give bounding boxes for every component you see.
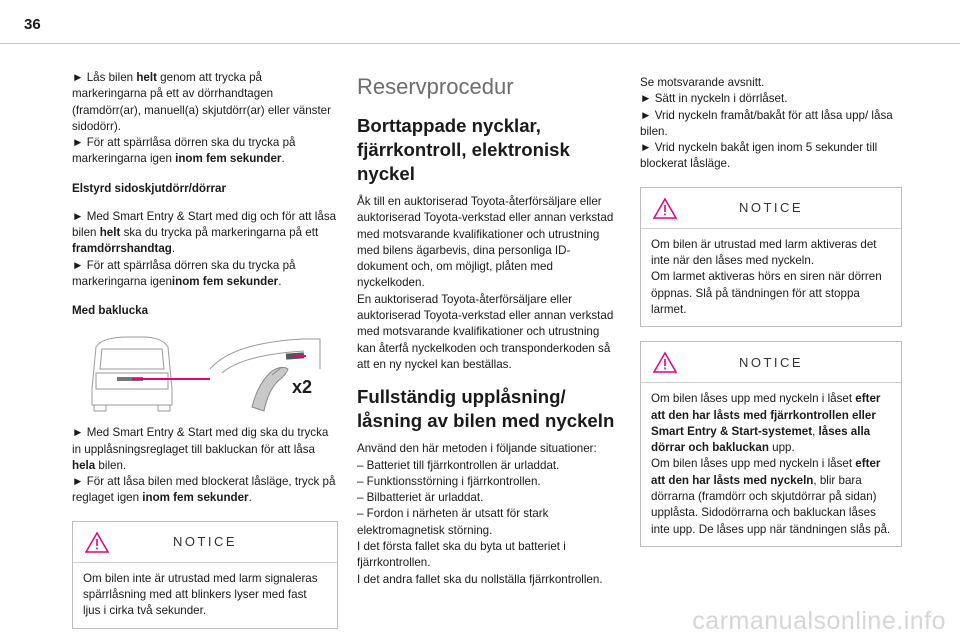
list-item: – Funktionsstörning i fjärrkontrollen. xyxy=(357,474,541,488)
list-item: – Batteriet till fjärrkontrollen är urladdat. xyxy=(357,458,560,472)
notice-text: Om bilen låses upp med nyckeln i låset efter att den har låsts med nyckeln, blir bara dörrarna (framdörr och skjutdörrar på sidan) upplåsta. Sidodörrarna och bakluckan låses inte upp. De låses upp när tändningen slås på. xyxy=(651,457,891,536)
notice-text: Om bilen låses upp med nyckeln i låset efter att den har låsts med fjärrkontrollen eller Smart Entry & Start-systemet, låses alla dörrar och bakluckan upp. xyxy=(651,392,881,455)
paragraph: ► För att spärrlåsa dörren ska du trycka på markeringarna igeninom fem sekunder. xyxy=(72,258,296,288)
page-number: 36 xyxy=(24,16,41,33)
notice-box xyxy=(640,341,902,547)
notice-text: Om larmet aktiveras hörs en siren när dörren öppnas. Slå på tändningen för att stoppa larmet. xyxy=(651,270,882,316)
paragraph: ► Sätt in nyckeln i dörrlåset. xyxy=(640,92,788,106)
subheading-tailgate: Med baklucka xyxy=(72,304,149,318)
paragraph: ► Vrid nyckeln framåt/bakåt för att låsa upp/ låsa bilen. xyxy=(640,108,893,138)
notice-title: NOTICE xyxy=(738,354,804,370)
warning-triangle-icon xyxy=(653,197,677,219)
watermark: carmanualsonline.info xyxy=(692,607,946,635)
tailgate-illustration xyxy=(72,329,338,415)
paragraph: ► Med Smart Entry & Start med dig och för att låsa bilen helt ska du trycka på markeringarna på ett framdörrshandtag. xyxy=(72,209,337,256)
column-1 xyxy=(72,70,338,629)
paragraph: ► För att spärrlåsa dörren ska du trycka på markeringarna igen inom fem sekunder. xyxy=(72,136,296,166)
paragraph: I det första fallet ska du byta ut batteriet i fjärrkontrollen. xyxy=(357,540,566,570)
paragraph: En auktoriserad Toyota-återförsäljare eller auktoriserad Toyota-verkstad eller annan verkstad med motsvarande kvalifikationer och utrustning kan återfå nyckelkoden och transponderkoden så att en ny nyckel kan beställas. xyxy=(357,292,614,371)
paragraph: ► Vrid nyckeln bakåt igen inom 5 sekunder till blockerat låsläge. xyxy=(640,141,878,171)
list-item: – Fordon i närheten är utsatt för stark elektromagnetisk störning. xyxy=(357,507,549,537)
heading-lost-keys: Borttappade nycklar, fjärrkontroll, elektronisk nyckel xyxy=(357,115,570,184)
section-title: Reservprocedur xyxy=(357,74,514,99)
notice-header xyxy=(73,522,337,563)
press-twice-label: x2 xyxy=(292,377,313,398)
paragraph: Se motsvarande avsnitt. xyxy=(640,76,765,89)
notice-title: NOTICE xyxy=(738,200,804,216)
notice-box xyxy=(640,187,902,327)
notice-text: Om bilen inte är utrustad med larm signaleras spärrlåsning med att blinkers lyser med fast ljus i cirka två sekunder. xyxy=(83,571,318,618)
paragraph: Åk till en auktoriserad Toyota-återförsäljare eller auktoriserad Toyota-verkstad eller annan verkstad med motsvarande kvalifikationer och utrustning med bilens ägarbevis, dina personliga ID-dokument och, om möjligt, plåten med nyckelkoden. xyxy=(357,195,614,290)
notice-title: NOTICE xyxy=(172,534,238,550)
warning-triangle-icon xyxy=(653,351,677,373)
notice-box xyxy=(72,521,338,629)
notice-header xyxy=(641,188,901,229)
column-2 xyxy=(357,74,619,588)
header-rule xyxy=(0,43,960,44)
subheading-electric-door: Elstyrd sidoskjutdörr/dörrar xyxy=(72,181,226,195)
notice-text: Om bilen är utrustad med larm aktiveras det inte när den låses med nyckeln. xyxy=(651,237,877,268)
paragraph: Använd den här metoden i följande situationer: xyxy=(357,442,597,456)
paragraph: ► För att låsa bilen med blockerat låsläge, tryck på reglaget igen inom fem sekunder. xyxy=(72,475,336,505)
paragraph: I det andra fallet ska du nollställa fjärrkontrollen. xyxy=(357,572,603,586)
paragraph: ► Med Smart Entry & Start med dig ska du trycka in upplåsningsreglaget till bakluckan för att låsa hela bilen. xyxy=(72,426,329,472)
column-3 xyxy=(640,75,902,547)
list-item: – Bilbatteriet är urladdat. xyxy=(357,491,484,505)
warning-triangle-icon xyxy=(85,531,109,553)
heading-key-locking: Fullständig upplåsning/ låsning av bilen med nyckeln xyxy=(357,386,615,432)
paragraph: ► Lås bilen helt genom att trycka på markeringarna på ett av dörrhandtagen (framdörr(ar), manuell(a) skjutdörr(ar) eller vänster sidodörr). xyxy=(72,71,331,133)
notice-header xyxy=(641,342,901,383)
